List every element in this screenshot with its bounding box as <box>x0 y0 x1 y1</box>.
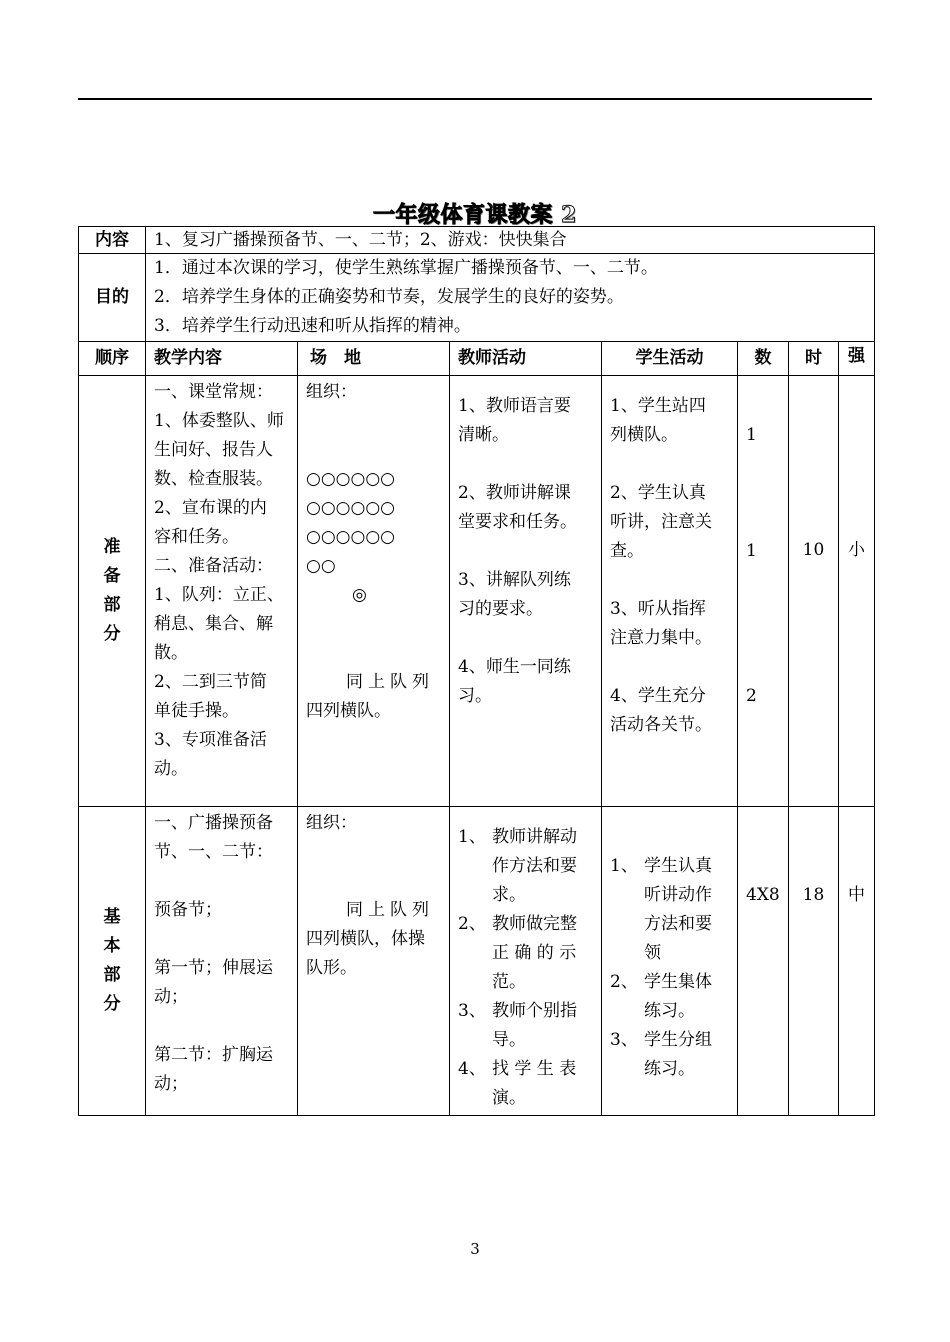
teacher-line: 导。 <box>492 1030 526 1050</box>
formation-row: ○○○○○○ <box>306 498 396 518</box>
student-line: 2、学生认真 <box>610 483 706 503</box>
student-line: 列横队。 <box>610 425 678 445</box>
student-line: 4、学生充分 <box>610 686 706 706</box>
content-line: 1、体委整队、师 <box>154 411 284 431</box>
teacher-line: 求。 <box>492 885 526 905</box>
teacher-line: 3、讲解队列练 <box>458 570 571 590</box>
count-value: 2 <box>746 686 757 706</box>
item-text <box>644 968 712 1026</box>
prep-row <box>79 376 875 807</box>
header-rule <box>78 98 872 100</box>
basic-count: 4X8 <box>738 807 789 1116</box>
teacher-item <box>458 910 593 997</box>
prep-time: 10 <box>789 376 839 807</box>
prep-counts <box>738 376 789 807</box>
content-line: 二、准备活动： <box>154 556 273 576</box>
goal-label: 目的 <box>79 254 146 342</box>
content-text: 1、复习广播操预备节、一、二节；2、游戏：快快集合 <box>146 227 875 254</box>
teacher-line: 习的要求。 <box>458 599 543 619</box>
section-char: 备 <box>103 566 121 586</box>
section-char: 准 <box>103 537 121 557</box>
field-note: 四列横队，体操 <box>306 929 425 949</box>
content-line: 稍息、集合、解 <box>154 614 273 634</box>
content-line: 第一节；伸展运 <box>154 958 273 978</box>
content-line: 散。 <box>154 643 188 663</box>
basic-intensity: 中 <box>839 807 875 1116</box>
formation-row: ○○○○○○ <box>306 469 396 489</box>
student-line: 1、学生站四 <box>610 396 706 416</box>
content-line: 生问好、报告人 <box>154 440 273 460</box>
lesson-plan-table <box>78 226 875 1116</box>
section-char: 基 <box>103 907 121 927</box>
formation-row: ○○ <box>306 556 336 576</box>
content-line: 节、一、二节： <box>154 842 273 862</box>
content-line: 3、专项准备活 <box>154 730 267 750</box>
content-line: 动； <box>154 987 188 1007</box>
header-content: 教学内容 <box>146 342 298 376</box>
count-value: 1 <box>746 425 757 445</box>
section-char: 分 <box>103 994 121 1014</box>
content-line: 动。 <box>154 759 188 779</box>
prep-content <box>146 376 298 807</box>
content-line: 单徒手操。 <box>154 701 239 721</box>
item-number: 3、 <box>610 1030 638 1050</box>
header-field: 场 地 <box>298 342 450 376</box>
item-text <box>492 1055 576 1113</box>
item-number: 1、 <box>610 856 638 876</box>
student-line: 学生认真 <box>644 856 712 876</box>
student-line: 学生分组 <box>644 1030 712 1050</box>
teacher-line: 教师个别指 <box>492 1001 577 1021</box>
item-number: 3、 <box>458 1001 486 1021</box>
student-line: 方法和要 <box>644 914 712 934</box>
page-title: 一年级体育课教案 2 <box>373 202 577 228</box>
prep-field <box>298 376 450 807</box>
basic-teacher-activity <box>450 807 602 1116</box>
prep-intensity: 小 <box>839 376 875 807</box>
content-line: 一、广播操预备 <box>154 813 273 833</box>
item-number: 2、 <box>458 914 486 934</box>
basic-section-label <box>79 807 146 1116</box>
student-line: 查。 <box>610 541 644 561</box>
header-time: 时 <box>789 342 839 376</box>
page-number: 3 <box>470 1240 480 1258</box>
student-line: 3、听从指挥 <box>610 599 706 619</box>
teacher-line: 2、教师讲解课 <box>458 483 571 503</box>
teacher-line: 堂要求和任务。 <box>458 512 577 532</box>
content-line: 2、宣布课的内 <box>154 498 267 518</box>
basic-field <box>298 807 450 1116</box>
field-note: 队形。 <box>306 958 357 978</box>
content-label: 内容 <box>79 227 146 254</box>
basic-row <box>79 807 875 1116</box>
student-line: 学生集体 <box>644 972 712 992</box>
section-char: 部 <box>103 965 121 985</box>
count-value: 1 <box>746 541 757 561</box>
content-line: 预备节； <box>154 900 222 920</box>
basic-time: 18 <box>789 807 839 1116</box>
student-line: 听讲动作 <box>644 885 712 905</box>
goal-item: 1．通过本次课的学习，使学生熟练掌握广播操预备节、一、二节。 <box>154 258 658 278</box>
content-line: 2、二到三节简 <box>154 672 267 692</box>
formation-row: ○○○○○○ <box>306 527 396 547</box>
goal-row <box>79 254 875 342</box>
teacher-line: 正 确 的 示 <box>492 943 577 963</box>
section-char: 本 <box>103 936 121 956</box>
content-line: 1、队列：立正、 <box>154 585 284 605</box>
teacher-line: 找 学 生 表 <box>492 1059 577 1079</box>
student-item <box>610 852 729 968</box>
teacher-item <box>458 997 593 1055</box>
goal-item: 3．培养学生行动迅速和听从指挥的精神。 <box>154 316 471 336</box>
content-line: 第二节：扩胸运 <box>154 1045 273 1065</box>
header-count: 数 <box>738 342 789 376</box>
student-line: 练习。 <box>644 1059 695 1079</box>
field-note: 同上队列 <box>346 900 434 920</box>
student-line: 注意力集中。 <box>610 628 712 648</box>
teacher-line: 教师做完整 <box>492 914 577 934</box>
student-line: 听讲，注意关 <box>610 512 712 532</box>
prep-teacher-activity <box>450 376 602 807</box>
field-note: 同上队列 <box>346 672 434 692</box>
item-text <box>492 910 577 997</box>
teacher-line: 范。 <box>492 972 526 992</box>
section-char: 部 <box>103 595 121 615</box>
field-label: 组织： <box>306 813 357 833</box>
header-order: 顺序 <box>79 342 146 376</box>
basic-student-activity <box>602 807 738 1116</box>
teacher-line: 习。 <box>458 686 492 706</box>
student-item <box>610 1026 729 1084</box>
prep-section-label <box>79 376 146 807</box>
column-header-row <box>79 342 875 376</box>
field-note: 四列横队。 <box>306 701 391 721</box>
goal-list <box>146 254 875 342</box>
item-text <box>492 997 577 1055</box>
content-line: 一、课堂常规： <box>154 382 273 402</box>
item-number: 2、 <box>610 972 638 992</box>
teacher-line: 1、教师语言要 <box>458 396 571 416</box>
teacher-line: 4、师生一同练 <box>458 657 571 677</box>
content-line: 容和任务。 <box>154 527 239 547</box>
item-number: 4、 <box>458 1059 486 1079</box>
teacher-position-mark: ◎ <box>352 585 367 605</box>
teacher-line: 清晰。 <box>458 425 509 445</box>
student-line: 活动各关节。 <box>610 715 712 735</box>
content-line: 数、检查服装。 <box>154 469 273 489</box>
prep-student-activity <box>602 376 738 807</box>
section-char: 分 <box>103 624 121 644</box>
item-number: 1、 <box>458 827 486 847</box>
item-text <box>644 852 712 968</box>
item-text <box>644 1026 712 1084</box>
student-line: 练习。 <box>644 1001 695 1021</box>
header-intensity: 强 <box>839 342 875 376</box>
header-teacher: 教师活动 <box>450 342 602 376</box>
content-row <box>79 227 875 254</box>
teacher-item <box>458 1055 593 1113</box>
field-label: 组织： <box>306 382 357 402</box>
student-item <box>610 968 729 1026</box>
teacher-line: 作方法和要 <box>492 856 577 876</box>
header-student: 学生活动 <box>602 342 738 376</box>
basic-content <box>146 807 298 1116</box>
student-line: 领 <box>644 943 661 963</box>
goal-item: 2．培养学生身体的正确姿势和节奏，发展学生的良好的姿势。 <box>154 287 624 307</box>
teacher-line: 演。 <box>492 1088 526 1108</box>
teacher-line: 教师讲解动 <box>492 827 577 847</box>
content-line: 动； <box>154 1074 188 1094</box>
item-text <box>492 823 577 910</box>
teacher-item <box>458 823 593 910</box>
